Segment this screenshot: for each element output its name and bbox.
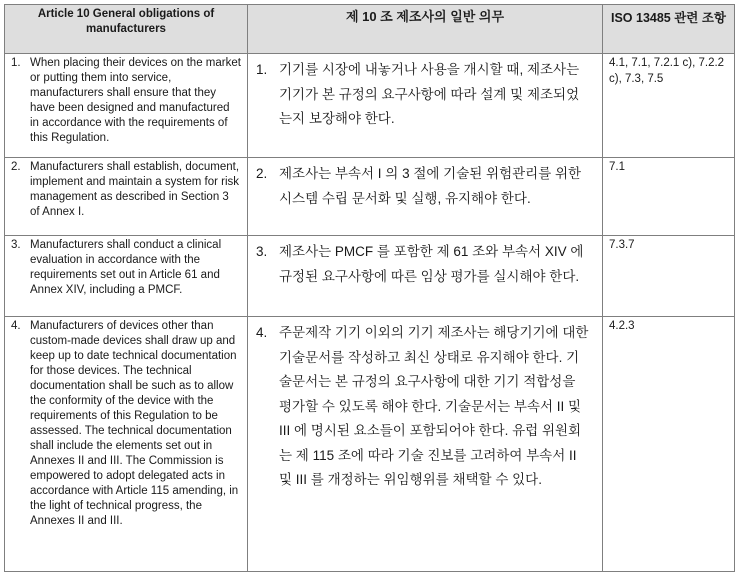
table-row [5,158,735,236]
row-number: 1. [11,57,21,69]
english-cell [5,236,248,317]
korean-text: 제조사는 PMCF 를 포함한 제 61 조와 부속서 XIV 에 규정된 요구사항에 따른 임상 평가를 실시해야 한다. [279,244,584,284]
iso-clause-cell: 4.2.3 [603,317,735,572]
row-number: 1. [256,62,268,77]
iso-clause-cell: 7.3.7 [603,236,735,317]
korean-cell [248,54,603,158]
english-text: Manufacturers shall establish, document, implement and maintain a system for risk management as described in Section 3 of Annex I. [30,161,240,218]
english-cell [5,158,248,236]
iso-clause-cell: 7.1 [603,158,735,236]
korean-text: 기기를 시장에 내놓거나 사용을 개시할 때, 제조사는 기기가 본 규정의 요구사항에 따라 설계 및 제조되었는지 보장해야 한다. [279,62,580,126]
korean-cell [248,236,603,317]
table-row [5,317,735,572]
row-number: 3. [256,244,268,259]
korean-cell [248,158,603,236]
english-text: Manufacturers of devices other than custom-made devices shall draw up and keep up to date technical documentation for those devices. The technical documentation shall be such as to allow the conformity of the device with the requirements of this Regulation to be assessed. The technical documentation shall include the elements set out in Annexes II and III. The Commission is empowered to adopt delegated acts in accordance with Article 115 amending, in the light of technical progress, the Annexes II and III. [30,320,239,527]
row-number: 3. [11,239,21,251]
row-number: 4. [256,325,268,340]
english-text: When placing their devices on the market or putting them into service, manufacturers shall ensure that they have been designed and manufactured in accordance with the requirements of this Regulation. [30,57,241,144]
english-cell [5,317,248,572]
row-number: 4. [11,320,21,332]
row-number: 2. [256,166,268,181]
korean-cell [248,317,603,572]
english-text: Manufacturers shall conduct a clinical evaluation in accordance with the requirements set out in Article 61 and Annex XIV, including a PMCF. [30,239,222,296]
table-row [5,236,735,317]
korean-text: 주문제작 기기 이외의 기기 제조사는 해당기기에 대한 기술문서를 작성하고 최신 상태로 유지해야 한다. 기술문서는 본 규정의 요구사항에 대한 기기 적합성을 평가할 수 있도록 해야 한다. 기술문서는 부속서 II 및 III 에 명시된 요소들이 포함되어야 한다. 유럽 위원회는 제 115 조에 따라 기술 진보를 고려하여 부속서 II 및 III 를 개정하는 위임행위를 채택할 수 있다. [279,325,589,487]
iso-clause-cell: 4.1, 7.1, 7.2.1 c), 7.2.2 c), 7.3, 7.5 [603,54,735,158]
obligations-table [4,4,735,572]
english-cell [5,54,248,158]
row-number: 2. [11,161,21,173]
header-row [5,5,735,54]
korean-text: 제조사는 부속서 I 의 3 절에 기술된 위험관리를 위한 시스템 수립 문서화 및 실행, 유지해야 한다. [279,166,582,206]
header-english: Article 10 General obligations of manufacturers [5,5,248,54]
header-korean: 제 10 조 제조사의 일반 의무 [248,5,603,54]
header-iso: ISO 13485 관련 조항 [603,5,735,54]
table-row [5,54,735,158]
